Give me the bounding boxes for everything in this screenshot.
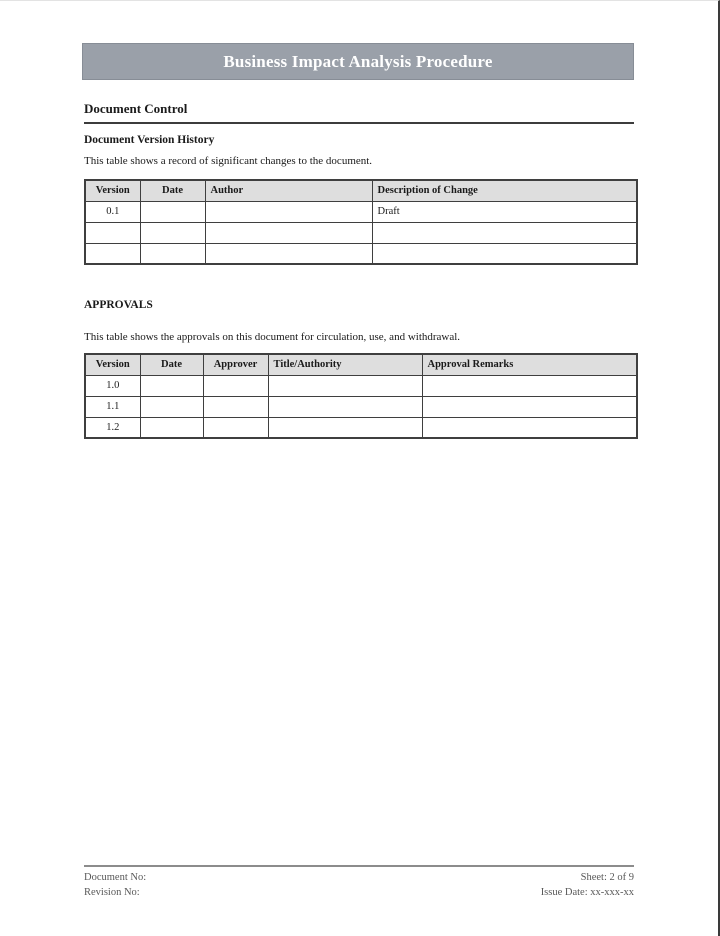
table-cell	[205, 243, 372, 264]
table-header-row	[85, 180, 637, 201]
table-cell	[140, 375, 203, 396]
table-cell	[268, 396, 422, 417]
table-cell	[203, 396, 268, 417]
table-cell: 1.1	[85, 396, 140, 417]
page-title: Business Impact Analysis Procedure	[223, 51, 493, 71]
document-control-heading: Document Control	[84, 101, 634, 124]
document-no-label: Document No:	[84, 872, 147, 883]
header-cell: Approver	[203, 354, 268, 375]
table-row	[85, 222, 637, 243]
table-cell	[140, 201, 205, 222]
table-header-row	[85, 354, 637, 375]
title-banner	[82, 43, 634, 80]
table-row	[85, 243, 637, 264]
table-row	[85, 396, 637, 417]
header-cell: Date	[140, 354, 203, 375]
table-cell	[422, 417, 637, 438]
table-cell	[140, 417, 203, 438]
table-cell: Draft	[372, 201, 637, 222]
table-row	[85, 417, 637, 438]
table-cell	[268, 417, 422, 438]
header-cell: Version	[85, 354, 140, 375]
issue-date-label: Issue Date: xx-xxx-xx	[540, 887, 634, 898]
header-cell: Title/Authority	[268, 354, 422, 375]
header-cell: Approval Remarks	[422, 354, 637, 375]
header-cell: Author	[205, 180, 372, 201]
table-cell: 1.2	[85, 417, 140, 438]
table-cell	[203, 375, 268, 396]
approvals-heading: APPROVALS	[84, 299, 153, 311]
page-footer	[84, 865, 634, 900]
table-cell	[85, 222, 140, 243]
header-cell: Date	[140, 180, 205, 201]
table-cell	[205, 201, 372, 222]
table-cell	[422, 375, 637, 396]
table-cell	[140, 396, 203, 417]
table-cell	[140, 243, 205, 264]
approvals-table	[84, 353, 638, 439]
table-cell	[140, 222, 205, 243]
table-cell	[268, 375, 422, 396]
version-history-description: This table shows a record of significant changes to the document.	[84, 155, 373, 167]
footer-right	[541, 870, 634, 900]
table-row	[85, 375, 637, 396]
table-row	[85, 201, 637, 222]
table-cell: 0.1	[85, 201, 140, 222]
sheet-label: Sheet: 2 of 9	[580, 872, 634, 883]
version-history-table	[84, 179, 638, 265]
revision-no-label: Revision No:	[84, 887, 140, 898]
table-cell	[203, 417, 268, 438]
header-cell: Version	[85, 180, 140, 201]
table-cell	[372, 243, 637, 264]
version-history-heading: Document Version History	[84, 134, 215, 146]
table-cell: 1.0	[85, 375, 140, 396]
approvals-description: This table shows the approvals on this document for circulation, use, and withdrawal.	[84, 331, 461, 343]
table-cell	[422, 396, 637, 417]
footer-left	[84, 870, 146, 900]
table-cell	[85, 243, 140, 264]
header-cell: Description of Change	[372, 180, 637, 201]
table-cell	[372, 222, 637, 243]
table-cell	[205, 222, 372, 243]
